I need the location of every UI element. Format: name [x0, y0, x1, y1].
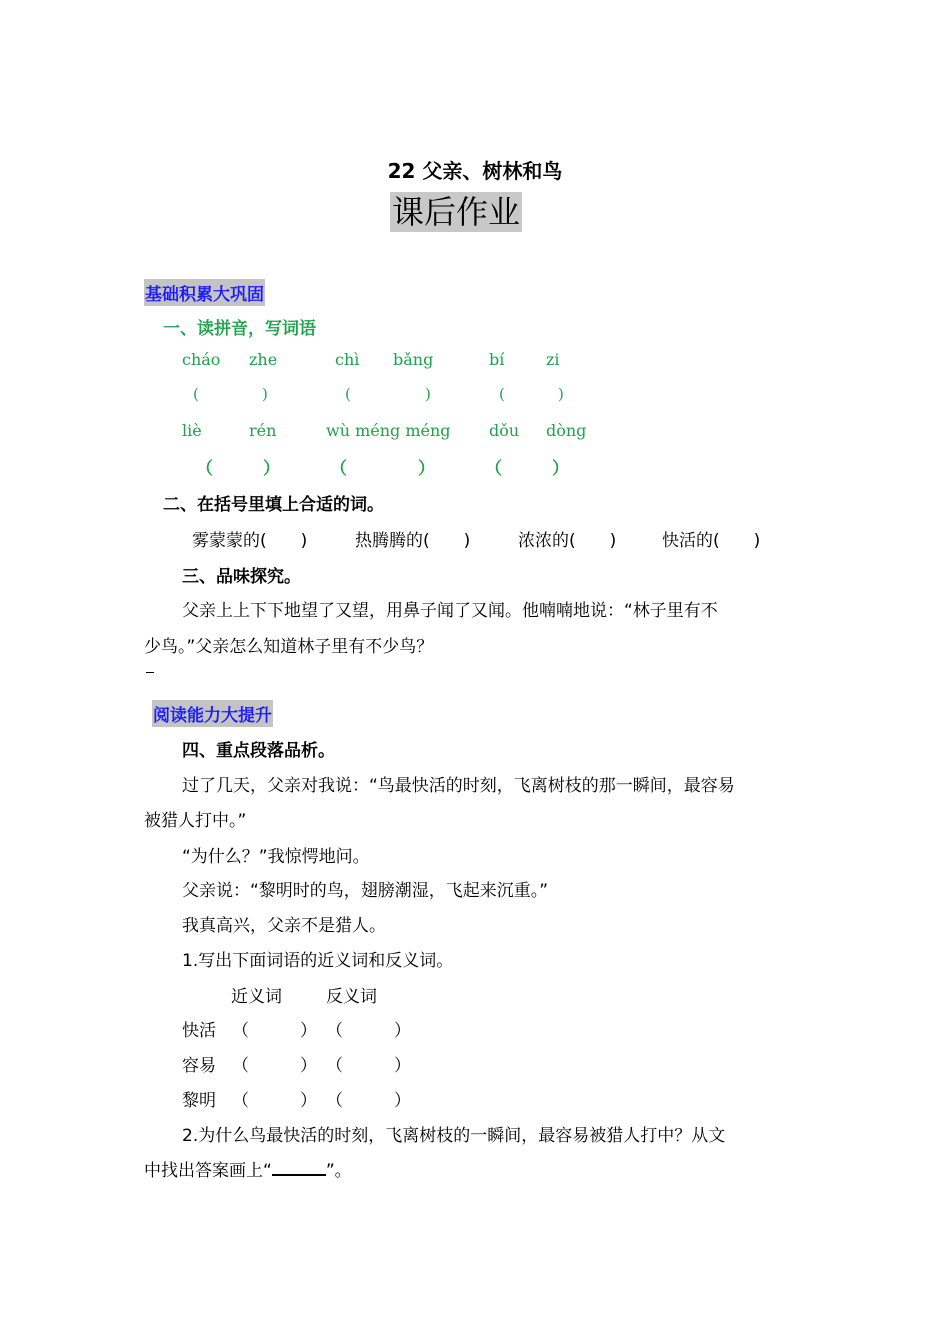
answer-blank: （ ） [326, 1056, 411, 1076]
word-label: 快活 [182, 1021, 216, 1041]
sub-question-2-text: 中找出答案画上“ [144, 1161, 272, 1181]
question-4-heading: 四、重点段落品析。 [182, 741, 335, 761]
pinyin: bí [489, 350, 505, 369]
answer-paren-close: ） [263, 459, 280, 479]
word-label: 容易 [182, 1056, 216, 1076]
pinyin: dòng [546, 421, 587, 440]
passage-line: “为什么？”我惊愕地问。 [182, 847, 370, 867]
question-3-text-line-1: 父亲上上下下地望了又望，用鼻子闻了又闻。他喃喃地说：“林子里有不 [182, 601, 718, 621]
underline-sample [272, 1160, 326, 1176]
answer-blank: （ ） [326, 1021, 411, 1041]
pinyin: wù méng méng [326, 421, 451, 440]
pinyin: cháo [182, 350, 221, 369]
answer-paren-open: ( [193, 385, 199, 403]
passage-line: 过了几天，父亲对我说：“鸟最快活的时刻，飞离树枝的那一瞬间，最容易 [182, 776, 735, 796]
answer-paren-open: （ [196, 459, 213, 479]
answer-paren-close: ） [418, 459, 435, 479]
pinyin: zi [546, 350, 560, 369]
fill-item: 热腾腾的( ) [355, 531, 471, 551]
pinyin: zhe [249, 350, 278, 369]
answer-paren-open: ( [345, 385, 351, 403]
pinyin: chì [335, 350, 360, 369]
sub-question-2-text-end: ”。 [325, 1161, 352, 1181]
fill-item: 雾蒙蒙的( ) [192, 531, 308, 551]
answer-blank: （ ） [326, 1091, 411, 1111]
sub-question-2-line-1: 2.为什么鸟最快活的时刻，飞离树枝的一瞬间，最容易被猎人打中？从文 [182, 1126, 726, 1146]
question-3-heading: 三、品味探究。 [182, 567, 301, 587]
answer-paren-close: ) [558, 385, 564, 403]
fill-item: 快活的( ) [662, 531, 761, 551]
section-label-reading: 阅读能力大提升 [152, 700, 273, 727]
fill-item: 浓浓的( ) [518, 531, 617, 551]
sub-question-2-line-2 [144, 1156, 352, 1181]
worksheet-title: 22 父亲、树林和鸟 [387, 159, 563, 183]
question-2-heading: 二、在括号里填上合适的词。 [163, 495, 384, 515]
column-header-synonym: 近义词 [231, 987, 282, 1007]
answer-paren-close: ) [262, 385, 268, 403]
question-3-text-line-2: 少鸟。”父亲怎么知道林子里有不少鸟？ [144, 637, 434, 657]
pinyin: dǒu [489, 421, 520, 440]
stray-dash [146, 672, 154, 673]
passage-line: 父亲说：“黎明时的鸟，翅膀潮湿，飞起来沉重。” [182, 881, 549, 901]
answer-blank: （ ） [232, 1091, 317, 1111]
answer-blank: （ ） [232, 1056, 317, 1076]
pinyin: liè [182, 421, 202, 440]
worksheet-subtitle: 课后作业 [392, 193, 521, 231]
question-1-heading: 一、读拼音，写词语 [163, 319, 316, 339]
answer-paren-close: ) [425, 385, 431, 403]
answer-paren-open: ( [499, 385, 505, 403]
passage-line: 被猎人打中。” [144, 811, 247, 831]
pinyin: rén [249, 421, 277, 440]
section-label-basics: 基础积累大巩固 [144, 279, 265, 306]
column-header-antonym: 反义词 [326, 987, 377, 1007]
answer-paren-open: （ [485, 459, 502, 479]
pinyin: bǎng [393, 350, 434, 369]
answer-paren-close: ） [552, 459, 569, 479]
answer-blank: （ ） [232, 1021, 317, 1041]
passage-line: 我真高兴，父亲不是猎人。 [182, 916, 386, 936]
answer-paren-open: （ [330, 459, 347, 479]
word-label: 黎明 [182, 1091, 216, 1111]
sub-question-1: 1.写出下面词语的近义词和反义词。 [182, 951, 454, 971]
